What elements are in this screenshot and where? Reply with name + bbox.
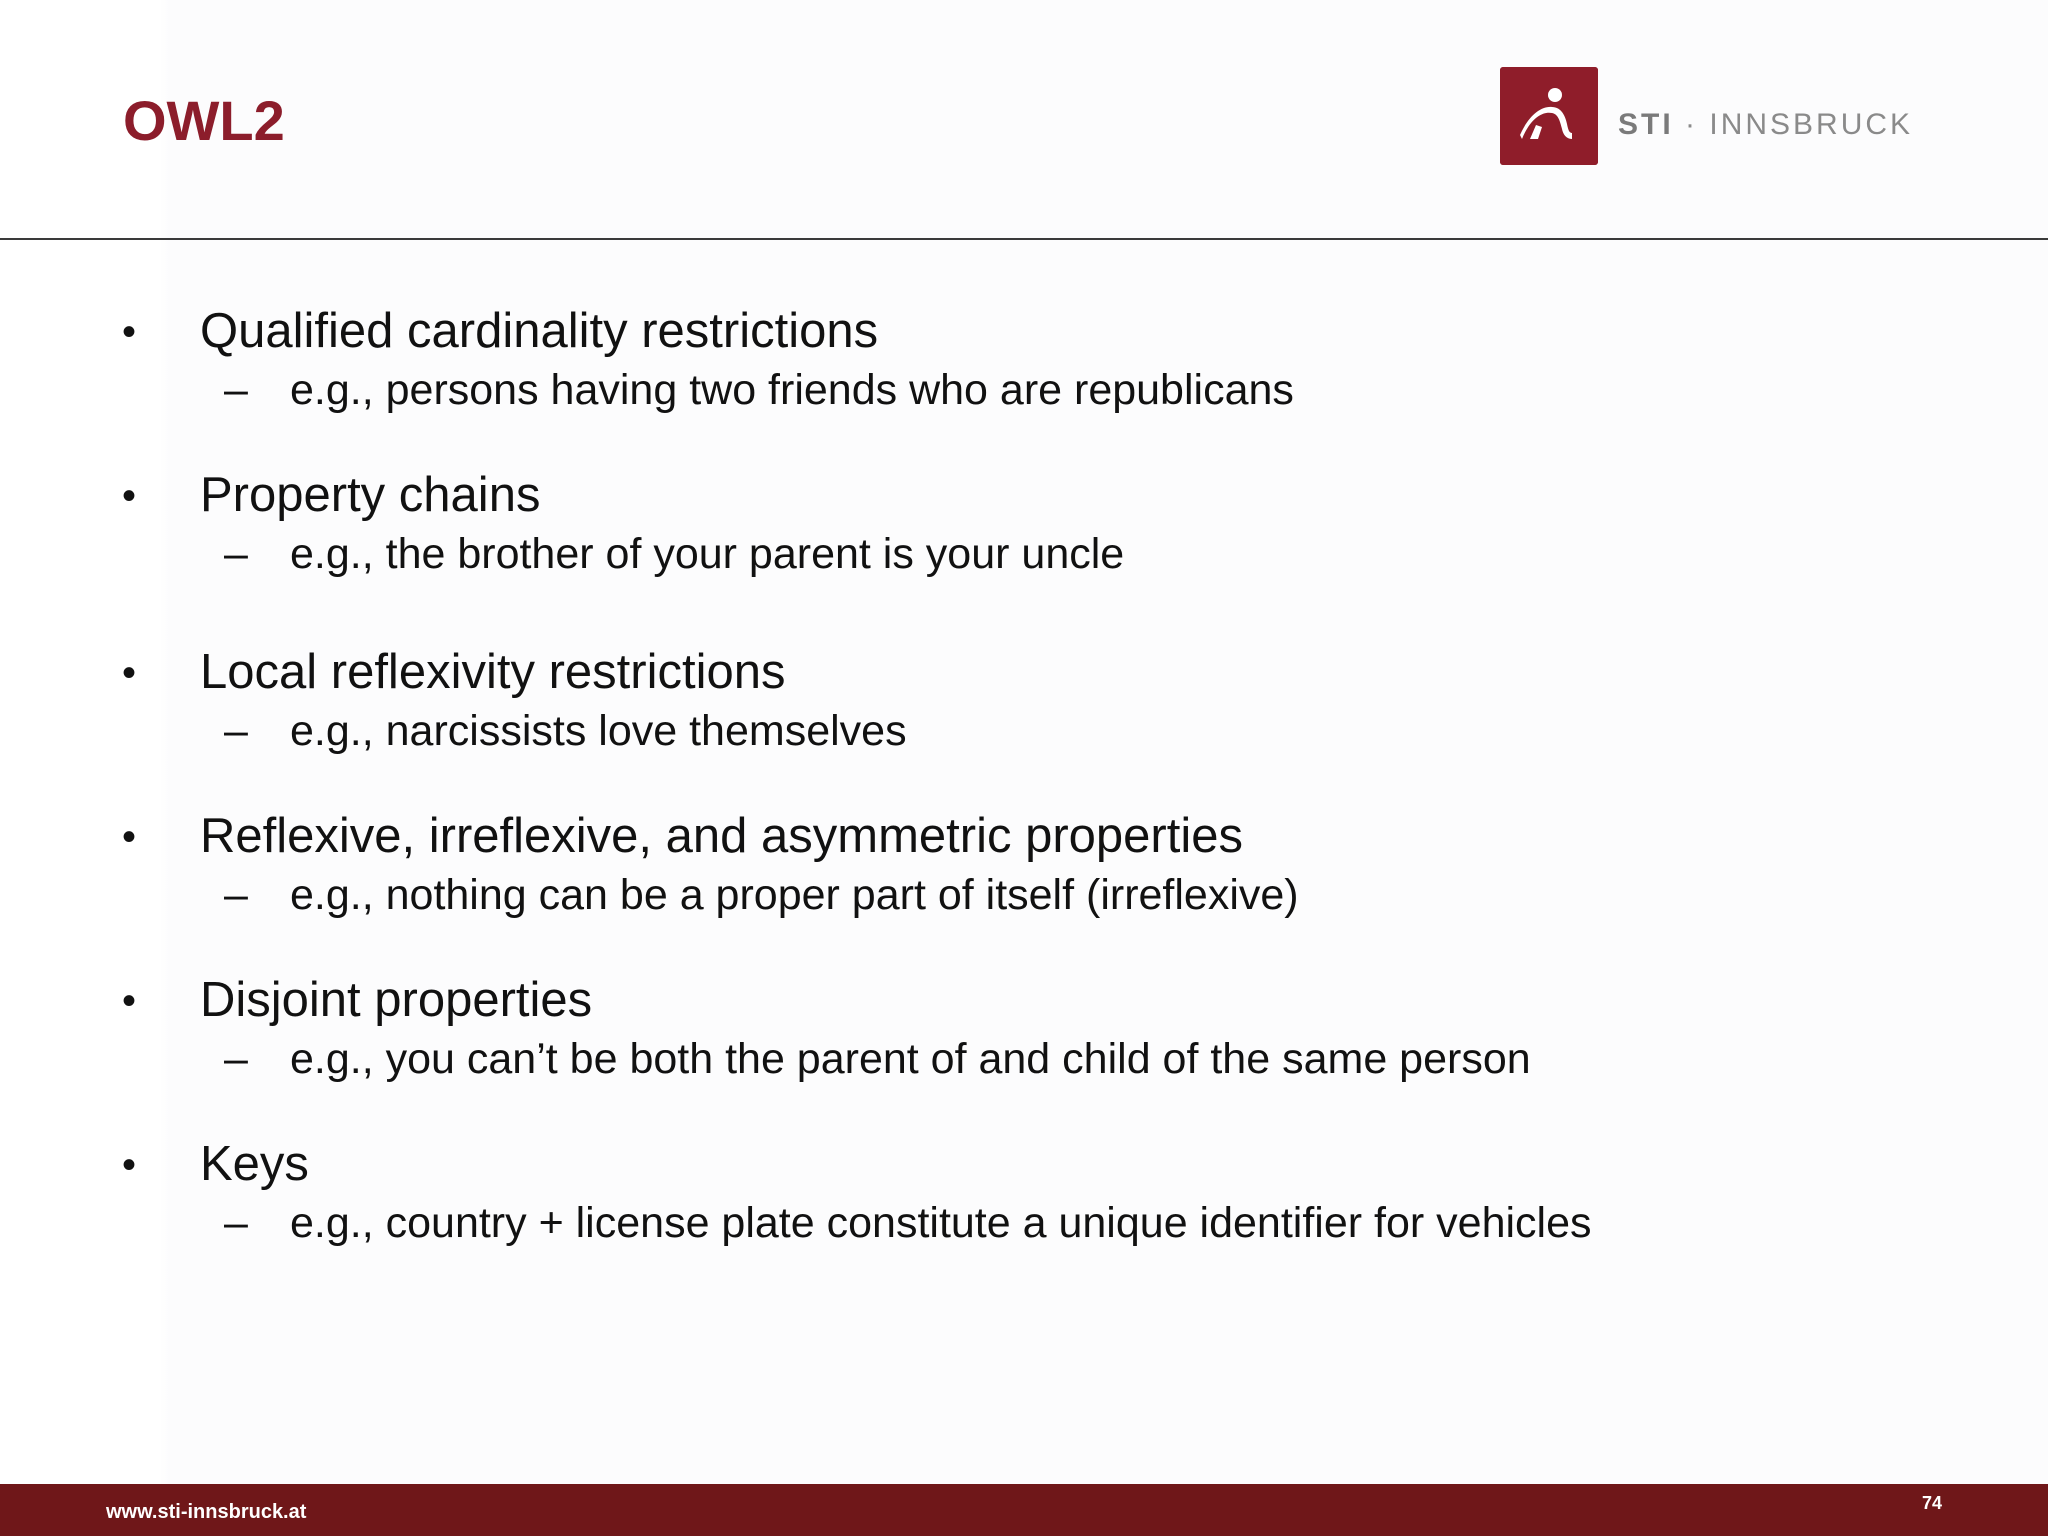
title-divider xyxy=(0,238,2048,240)
item-example: e.g., nothing can be a proper part of itself (irreflexive) xyxy=(290,871,1299,919)
dash-marker: – xyxy=(224,366,248,414)
dash-marker: – xyxy=(224,1035,248,1083)
item-heading: Keys xyxy=(200,1137,309,1191)
dash-marker: – xyxy=(224,530,248,578)
logo-separator: · xyxy=(1685,108,1699,141)
bullet-marker: • xyxy=(122,651,137,695)
item-heading: Reflexive, irreflexive, and asymmetric properties xyxy=(200,809,1243,863)
dash-marker: – xyxy=(224,1199,248,1247)
footer-url-link[interactable]: www.sti-innsbruck.at xyxy=(106,1501,307,1523)
footer-bar xyxy=(0,1484,2048,1536)
dash-marker: – xyxy=(224,707,248,755)
item-heading: Property chains xyxy=(200,468,541,522)
sti-innsbruck-logo xyxy=(1500,67,1913,165)
bullet-marker: • xyxy=(122,1143,137,1187)
item-heading: Local reflexivity restrictions xyxy=(200,645,786,699)
bullet-marker: • xyxy=(122,310,137,354)
sti-logo-mark-icon xyxy=(1500,67,1598,165)
item-heading: Disjoint properties xyxy=(200,973,593,1027)
page-number: 74 xyxy=(1922,1493,1943,1513)
slide-title: OWL2 xyxy=(123,89,285,152)
dash-marker: – xyxy=(224,871,248,919)
bullet-marker: • xyxy=(122,979,137,1023)
item-example: e.g., persons having two friends who are republicans xyxy=(290,366,1294,414)
item-example: e.g., country + license plate constitute a unique identifier for vehicles xyxy=(290,1199,1592,1247)
bullet-marker: • xyxy=(122,815,137,859)
item-example: e.g., you can’t be both the parent of and child of the same person xyxy=(290,1035,1531,1083)
item-example: e.g., narcissists love themselves xyxy=(290,707,907,755)
logo-location: INNSBRUCK xyxy=(1709,108,1914,141)
item-heading: Qualified cardinality restrictions xyxy=(200,304,879,358)
logo-wordmark xyxy=(1618,90,1913,142)
logo-brand: STI xyxy=(1618,108,1674,141)
item-example: e.g., the brother of your parent is your uncle xyxy=(290,530,1125,578)
bullet-marker: • xyxy=(122,474,137,518)
